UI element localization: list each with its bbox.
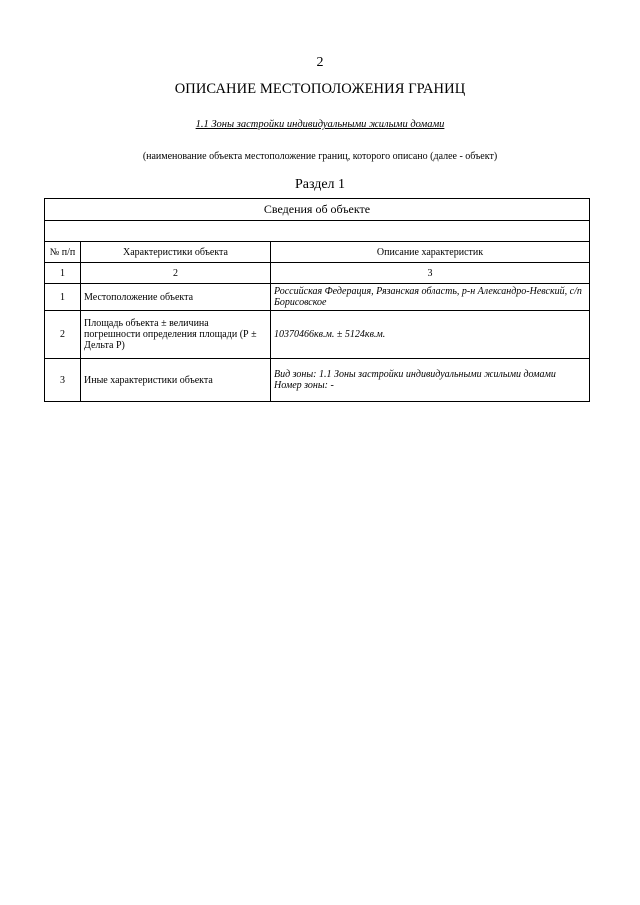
page-number: 2 (316, 55, 324, 70)
zone-type-line: Вид зоны: 1.1 Зоны застройки индивидуальными жилыми домами (274, 369, 556, 380)
object-name (0, 119, 640, 130)
col-number-3: 3 (271, 263, 590, 284)
object-name-text: 1.1 Зоны застройки индивидуальными жилыми домами (195, 119, 445, 130)
col-header-description: Описание характеристик (271, 242, 590, 263)
table-empty-row (45, 221, 590, 242)
table-heading: Сведения об объекте (45, 199, 590, 221)
row-characteristic: Площадь объекта ± величина погрешности определения площади (Р ± Дельта Р) (81, 311, 271, 359)
row-description (271, 359, 590, 402)
col-number-2: 2 (81, 263, 271, 284)
col-number-1: 1 (45, 263, 81, 284)
zone-number-line: Номер зоны: - (274, 380, 334, 391)
table-row (45, 359, 590, 402)
row-description: Российская Федерация, Рязанская область, р-н Александро-Невский, с/п Борисовское (271, 284, 590, 311)
table-empty-cell (45, 221, 590, 242)
table-column-numbers (45, 263, 590, 284)
row-num: 3 (45, 359, 81, 402)
table-row (45, 311, 590, 359)
row-num: 2 (45, 311, 81, 359)
row-num: 1 (45, 284, 81, 311)
table-heading-row (45, 199, 590, 221)
row-description: 10370466кв.м. ± 5124кв.м. (271, 311, 590, 359)
section-title: Раздел 1 (294, 177, 346, 192)
table-column-headers (45, 242, 590, 263)
row-characteristic: Местоположение объекта (81, 284, 271, 311)
object-info-table (44, 198, 590, 402)
row-characteristic: Иные характеристики объекта (81, 359, 271, 402)
table-row (45, 284, 590, 311)
col-header-characteristic: Характеристики объекта (81, 242, 271, 263)
document-title: ОПИСАНИЕ МЕСТОПОЛОЖЕНИЯ ГРАНИЦ (174, 81, 466, 97)
object-caption: (наименование объекта местоположение границ, которого описано (далее - объект) (142, 151, 498, 162)
col-header-num: № п/п (45, 242, 81, 263)
